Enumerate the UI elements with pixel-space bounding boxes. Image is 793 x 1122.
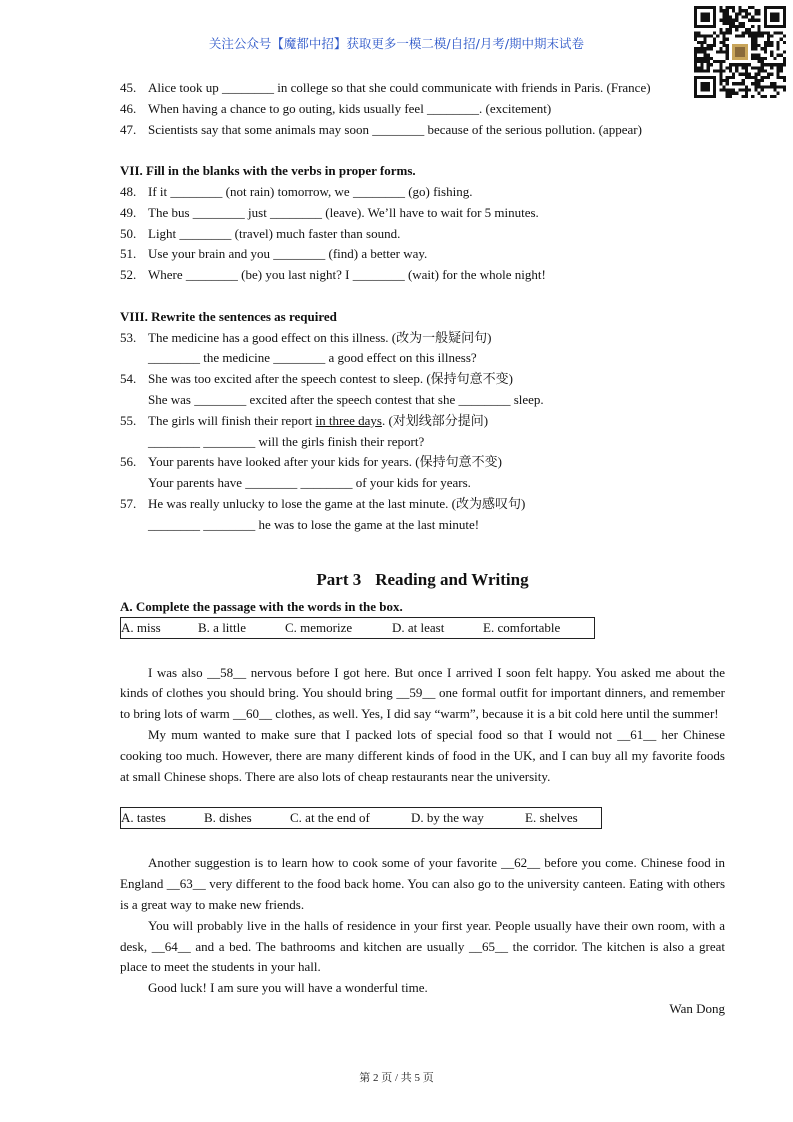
word-option: A. tastes xyxy=(121,810,166,826)
question-52: 52. Where ________ (be) you last night? I ________ (wait) for the whole night! xyxy=(120,267,546,283)
question-54: 54. She was too excited after the speech contest to sleep. (保持句意不变) xyxy=(120,371,513,387)
part-3-title: Part 3 Reading and Writing xyxy=(316,569,529,589)
section-8-title: VIII. Rewrite the sentences as required xyxy=(120,308,337,324)
question-55: 55. The girls will finish their report in three days. (对划线部分提问) xyxy=(120,412,489,428)
question-53: 53. The medicine has a good effect on this illness. (改为一般疑问句) xyxy=(120,329,492,345)
question-47: 47. Scientists say that some animals may soon ________ because of the serious pollution. (appear) xyxy=(120,121,642,137)
passage-paragraph-2: My mum wanted to make sure that I packed lots of special food so that I would not __61__ her Chinese cooking too much. However, there are many different kinds of food in the UK, and I can buy all my favorite foods at small Chinese shops. There are also lots of cheap restaurants near the university. xyxy=(120,726,725,784)
section-a-title: A. Complete the passage with the words in the box. xyxy=(120,598,403,614)
passage-paragraph-4: You will probably live in the halls of residence in your first year. People usually have their own room, with a desk, __64__ and a bed. The bathrooms and kitchen are usually __65__ the corridor. The kitchen is also a great place to meet the students in your hall. xyxy=(120,917,725,975)
word-option: B. a little xyxy=(198,619,247,635)
answer-line-54: She was ________ excited after the speech contest that she ________ sleep. xyxy=(148,391,544,407)
question-56: 56. Your parents have looked after your kids for years. (保持句意不变) xyxy=(120,454,502,470)
question-51: 51. Use your brain and you ________ (find) a better way. xyxy=(120,246,428,262)
question-46: 46. When having a chance to go outing, kids usually feel ________. (excitement) xyxy=(120,100,552,116)
word-option: D. by the way xyxy=(411,810,484,826)
page-footer: 第 2 页 / 共 5 页 xyxy=(359,1072,434,1084)
question-49: 49. The bus ________ just ________ (leave). We’ll have to wait for 5 minutes. xyxy=(120,204,539,220)
question-48: 48. If it ________ (not rain) tomorrow, we ________ (go) fishing. xyxy=(120,183,473,199)
word-option: C. at the end of xyxy=(290,810,370,826)
answer-line-56: Your parents have ________ ________ of your kids for years. xyxy=(148,475,471,491)
answer-line-55: ________ ________ will the girls finish their report? xyxy=(148,433,425,449)
questions-45-47 xyxy=(120,78,725,140)
word-box-2 xyxy=(120,807,602,829)
section-7-title: VII. Fill in the blanks with the verbs in proper forms. xyxy=(120,163,416,179)
word-box-1 xyxy=(120,617,595,639)
passage-paragraph-3: Another suggestion is to learn how to cook some of your favorite __62__ before you come. Chinese food in England __63__ very different to the food back home. You can also go to the university canteen. Eating with others is a great way to make new friends. xyxy=(120,855,725,912)
word-option: E. shelves xyxy=(525,810,578,826)
underlined-phrase: in three days xyxy=(315,412,382,428)
word-option: A. miss xyxy=(121,619,161,635)
question-50: 50. Light ________ (travel) much faster than sound. xyxy=(120,225,401,241)
page-content xyxy=(120,78,725,1020)
signature: Wan Dong xyxy=(669,1000,725,1016)
passage-paragraph-5: Good luck! I am sure you will have a wonderful time. xyxy=(148,980,428,996)
question-57: 57. He was really unlucky to lose the game at the last minute. (改为感叹句) xyxy=(120,495,526,511)
word-option: C. memorize xyxy=(285,619,353,635)
answer-line-57: ________ ________ he was to lose the game at the last minute! xyxy=(148,516,480,532)
word-option: B. dishes xyxy=(204,810,252,826)
header-banner: 关注公众号【魔都中招】获取更多一模二模/自招/月考/期中期末试卷 xyxy=(208,36,585,51)
answer-line-53: ________ the medicine ________ a good effect on this illness? xyxy=(148,350,477,366)
passage-paragraph-1: I was also __58__ nervous before I got here. But once I arrived I soon felt happy. You asked me about the kinds of clothes you should bring. You should bring __59__ one formal outfit for important dinners, and remember to bring lots of warm __60__ clothes, as well. Yes, I did say “warm”, because it is a bit cold here until the summer! xyxy=(120,664,725,722)
word-option: E. comfortable xyxy=(483,619,561,635)
question-45: 45. Alice took up ________ in college so that she could communicate with friends in Paris. (France) xyxy=(120,80,651,95)
word-option: D. at least xyxy=(392,619,445,635)
